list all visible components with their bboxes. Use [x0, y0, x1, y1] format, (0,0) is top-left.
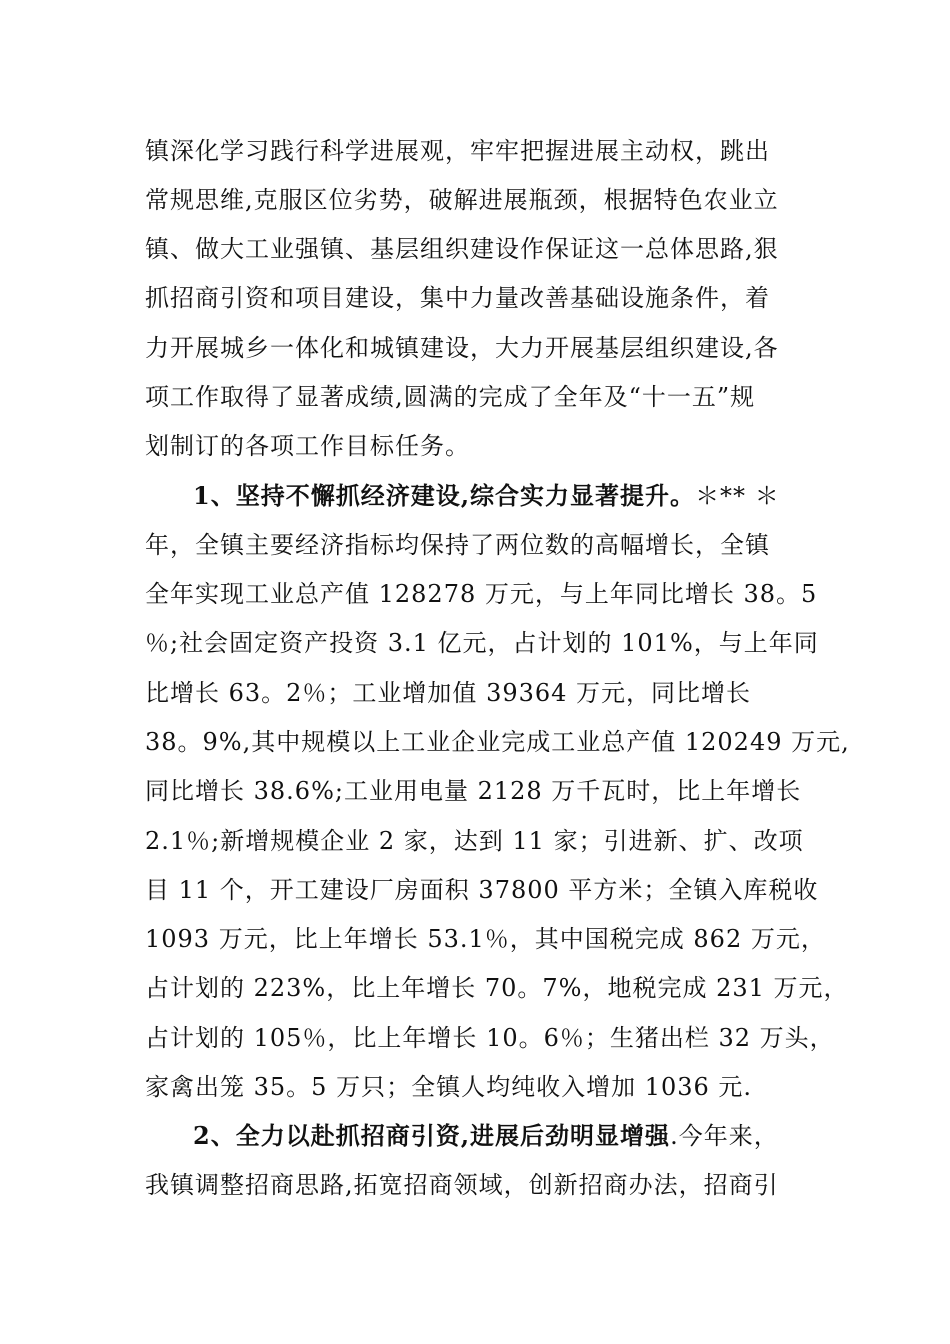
paragraph-line: 镇深化学习践行科学进展观，牢牢把握进展主动权，跳出	[145, 137, 770, 165]
section-1-line: 2.1％;新增规模企业 2 家，达到 11 家；引进新、扩、改项	[145, 827, 804, 855]
section-2-heading-line	[193, 1121, 779, 1151]
section-1-line: 同比增长 38.6%;工业用电量 2128 万千瓦时，比上年增长	[145, 777, 802, 805]
section-1-heading: 1、坚持不懈抓经济建设,综合实力显著提升。	[193, 481, 696, 510]
section-1-line: 目 11 个，开工建设厂房面积 37800 平方米；全镇入库税收	[145, 876, 819, 904]
section-2-heading-tail: .今年来，	[670, 1122, 779, 1150]
section-1-line: 年，全镇主要经济指标均保持了两位数的高幅增长，全镇	[145, 531, 770, 559]
paragraph-line: 力开展城乡一体化和城镇建设，大力开展基层组织建设,各	[145, 334, 779, 362]
section-1-heading-tail: ＊** ＊	[695, 482, 780, 510]
paragraph-line: 项工作取得了显著成绩,圆满的完成了全年及“十一五”规	[145, 383, 756, 411]
section-2-line: 我镇调整招商思路,拓宽招商领域，创新招商办法，招商引	[145, 1171, 779, 1199]
section-1-line: 占计划的 105％，比上年增长 10。6％；生猪出栏 32 万头，	[145, 1024, 835, 1052]
paragraph-line: 常规思维,克服区位劣势，破解进展瓶颈，根据特色农业立	[145, 186, 779, 214]
section-1-line: 1093 万元，比上年增长 53.1％，其中国税完成 862 万元，	[145, 925, 826, 953]
paragraph-line: 划制订的各项工作目标任务。	[145, 432, 470, 460]
section-2-heading: 2、全力以赴抓招商引资,进展后劲明显增强	[193, 1121, 671, 1150]
section-1-heading-line	[193, 481, 780, 511]
section-1-line: 全年实现工业总产值 128278 万元，与上年同比增长 38。5	[145, 580, 818, 608]
section-1-line: 比增长 63。2％；工业增加值 39364 万元，同比增长	[145, 679, 752, 707]
section-1-line: ％;社会固定资产投资 3.1 亿元，占计划的 101%，与上年同	[145, 629, 819, 657]
paragraph-line: 镇、做大工业强镇、基层组织建设作保证这一总体思路,狠	[145, 235, 779, 263]
paragraph-line: 抓招商引资和项目建设，集中力量改善基础设施条件，着	[145, 284, 770, 312]
section-1-line: 38。9%,其中规模以上工业企业完成工业总产值 120249 万元,	[145, 728, 850, 756]
section-1-line: 家禽出笼 35。5 万只；全镇人均纯收入增加 1036 元.	[145, 1073, 753, 1101]
section-1-line: 占计划的 223%，比上年增长 70。7%，地税完成 231 万元，	[145, 974, 849, 1002]
